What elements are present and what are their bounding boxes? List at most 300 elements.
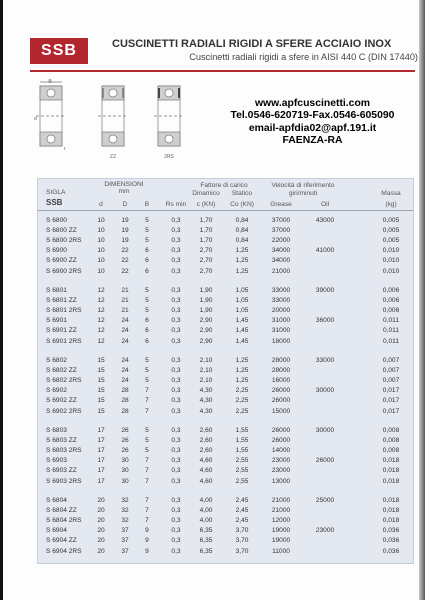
- cell-c: 1,70: [199, 227, 213, 235]
- cell-d: 12: [97, 317, 105, 325]
- cell-massa: 0,017: [382, 387, 400, 395]
- cell-d: 20: [97, 507, 105, 515]
- cell-d: 10: [97, 267, 105, 275]
- cell-co: 1,55: [235, 427, 249, 434]
- cell-rs-min: 0,3: [171, 507, 181, 515]
- cell-sigla: S 6902 ZZ: [46, 397, 77, 405]
- cell-co: 2,45: [235, 497, 249, 504]
- cell-rs-min: 0,3: [171, 387, 181, 395]
- cell-co: 1,45: [235, 317, 249, 325]
- cell-D: 32: [121, 497, 129, 504]
- table-row: [38, 316, 413, 326]
- cell-co: 3,70: [235, 527, 249, 535]
- cell-c: 1,70: [199, 237, 213, 245]
- cell-c: 2,90: [199, 327, 213, 335]
- cell-sigla: S 6804 2RS: [46, 517, 82, 525]
- cell-c: 2,10: [199, 357, 213, 364]
- table-row: [38, 446, 413, 456]
- cell-B: 6: [145, 337, 149, 345]
- cell-c: 2,70: [199, 257, 213, 265]
- cell-grease: 19000: [271, 537, 291, 545]
- cell-d: 10: [97, 237, 105, 245]
- cell-d: 17: [97, 427, 105, 434]
- cell-c: 4,30: [199, 407, 213, 415]
- cell-sigla: S 6903 ZZ: [46, 467, 77, 475]
- cell-rs-min: 0,3: [171, 307, 181, 315]
- cell-sigla: S 6903: [46, 457, 67, 465]
- cell-d: 12: [97, 297, 105, 305]
- cell-sigla: S 6801: [46, 287, 67, 294]
- cell-co: 0,84: [235, 227, 249, 235]
- cell-d: 17: [97, 447, 105, 455]
- cell-c: 4,00: [199, 517, 213, 525]
- cell-B: 5: [145, 377, 149, 385]
- cell-rs-min: 0,3: [171, 317, 181, 325]
- cell-B: 5: [145, 217, 149, 224]
- cell-d: 17: [97, 477, 105, 485]
- cell-B: 6: [145, 317, 149, 325]
- cell-rs-min: 0,3: [171, 257, 181, 265]
- cell-c: 4,30: [199, 397, 213, 405]
- cell-d: 12: [97, 307, 105, 315]
- cell-rs-min: 0,3: [171, 527, 181, 535]
- page-title: CUSCINETTI RADIALI RIGIDI A SFERE ACCIAIO INOX: [112, 38, 392, 50]
- cell-D: 32: [121, 517, 129, 525]
- cell-rs-min: 0,3: [171, 247, 181, 255]
- cell-sigla: S 6904 ZZ: [46, 537, 77, 545]
- header-kg: (kg): [385, 201, 397, 208]
- scan-edge-left: [0, 0, 3, 600]
- cell-co: 2,45: [235, 517, 249, 525]
- table-row: [38, 536, 413, 546]
- table-row: [38, 506, 413, 516]
- cell-c: 4,00: [199, 507, 213, 515]
- cell-B: 5: [145, 237, 149, 245]
- cell-rs-min: 0,3: [171, 397, 181, 405]
- table-row: [38, 477, 413, 487]
- cell-rs-min: 0,3: [171, 327, 181, 335]
- cell-oil: 30000: [315, 387, 335, 395]
- cell-grease: 11000: [272, 547, 290, 555]
- cell-sigla: S 6800 ZZ: [46, 227, 77, 235]
- cell-c: 2,90: [199, 337, 213, 345]
- cell-sigla: S 6900 ZZ: [46, 257, 77, 265]
- table-row: [38, 256, 413, 266]
- table-row: [38, 216, 413, 226]
- cell-D: 22: [121, 267, 129, 275]
- cell-D: 30: [121, 477, 129, 485]
- cell-rs-min: 0,3: [171, 477, 181, 485]
- header-sigla: SIGLA: [46, 189, 66, 196]
- cell-B: 7: [145, 397, 149, 405]
- cell-grease: 28000: [271, 367, 291, 375]
- cell-c: 4,00: [199, 497, 213, 504]
- contact-email[interactable]: email-apfdia02@apf.191.it: [248, 122, 377, 134]
- table-row: [38, 376, 413, 386]
- cell-grease: 18000: [271, 337, 291, 345]
- table-row: [38, 407, 413, 417]
- cell-grease: 31000: [271, 317, 291, 325]
- cell-sigla: S 6904: [46, 527, 67, 535]
- table-row: [38, 456, 413, 466]
- cell-c: 4,60: [199, 457, 213, 465]
- cell-rs-min: 0,3: [171, 357, 181, 364]
- cell-oil: 30000: [315, 427, 335, 434]
- cell-D: 24: [121, 317, 129, 325]
- cell-B: 5: [145, 227, 149, 235]
- cell-co: 1,05: [235, 287, 249, 294]
- cell-D: 22: [121, 257, 129, 265]
- cell-B: 9: [145, 547, 149, 555]
- table-row: [38, 226, 413, 236]
- table-row: [38, 286, 413, 296]
- cell-B: 6: [145, 327, 149, 335]
- cell-c: 6,35: [199, 547, 213, 555]
- cell-c: 2,70: [199, 247, 213, 255]
- cell-massa: 0,010: [382, 257, 400, 265]
- cell-sigla: S 6800: [46, 217, 67, 224]
- table-row: [38, 337, 413, 347]
- cell-grease: 23000: [271, 457, 291, 465]
- cell-massa: 0,007: [382, 377, 400, 385]
- cell-D: 26: [121, 437, 129, 445]
- cell-massa: 0,017: [382, 407, 400, 415]
- cell-B: 7: [145, 497, 149, 504]
- cell-B: 5: [145, 447, 149, 455]
- cell-D: 26: [121, 447, 129, 455]
- cell-c: 1,70: [199, 217, 213, 224]
- cell-D: 24: [121, 337, 129, 345]
- cell-B: 9: [145, 537, 149, 545]
- cell-grease: 12000: [271, 517, 291, 525]
- header-dinamico: Dinamico: [192, 190, 220, 197]
- table-row: [38, 436, 413, 446]
- cell-d: 12: [97, 327, 105, 335]
- cell-oil: 36000: [315, 317, 335, 325]
- table-row: [38, 396, 413, 406]
- cell-B: 6: [145, 247, 149, 255]
- cell-sigla: S 6901 2RS: [46, 337, 82, 345]
- cell-co: 2,25: [235, 397, 249, 405]
- table-row: [38, 246, 413, 256]
- cell-sigla: S 6901: [46, 317, 67, 325]
- cell-grease: 37000: [271, 227, 291, 235]
- cell-massa: 0,036: [382, 547, 400, 555]
- cell-oil: 23000: [315, 527, 335, 535]
- cell-co: 1,55: [235, 447, 249, 455]
- cell-d: 15: [97, 357, 105, 364]
- cell-c: 2,70: [199, 267, 213, 275]
- cell-oil: 41000: [315, 247, 335, 255]
- cell-c: 2,10: [199, 377, 213, 385]
- cell-sigla: S 6803 ZZ: [46, 437, 77, 445]
- cell-B: 5: [145, 287, 149, 294]
- cell-D: 21: [121, 307, 129, 315]
- cell-c: 6,35: [199, 537, 213, 545]
- cell-massa: 0,018: [382, 497, 400, 504]
- cell-d: 10: [97, 217, 105, 224]
- cell-c: 4,60: [199, 467, 213, 475]
- table-row: [38, 386, 413, 396]
- table-row: [38, 516, 413, 526]
- cell-grease: 34000: [271, 257, 291, 265]
- cell-rs-min: 0,3: [171, 297, 181, 305]
- cell-grease: 20000: [271, 307, 291, 315]
- cell-massa: 0,018: [382, 457, 400, 465]
- cell-grease: 21000: [271, 267, 291, 275]
- header-giri: giri/minuti: [288, 190, 318, 197]
- cell-massa: 0,006: [382, 297, 400, 305]
- header-oil: Oil: [320, 201, 330, 208]
- header-massa: Massa: [381, 190, 401, 197]
- cell-sigla: S 6902: [46, 387, 67, 395]
- cell-c: 4,30: [199, 387, 213, 395]
- cell-d: 15: [97, 387, 105, 395]
- cell-rs-min: 0,3: [171, 217, 181, 224]
- cell-sigla: S 6902 2RS: [46, 407, 82, 415]
- cell-co: 0,84: [235, 217, 249, 224]
- header-ssb: SSB: [46, 198, 63, 207]
- cell-massa: 0,006: [382, 287, 400, 294]
- cell-grease: 15000: [271, 407, 291, 415]
- header-mm: mm: [118, 188, 130, 195]
- cell-c: 1,90: [199, 297, 213, 305]
- cell-c: 2,60: [199, 437, 213, 445]
- cell-grease: 26000: [271, 387, 291, 395]
- cell-sigla: S 6803 2RS: [46, 447, 82, 455]
- cell-B: 7: [145, 387, 149, 395]
- cell-rs-min: 0,3: [171, 407, 181, 415]
- cell-co: 1,45: [235, 337, 249, 345]
- bearing-drawing-open: [36, 82, 66, 146]
- cell-d: 10: [97, 257, 105, 265]
- cell-B: 7: [145, 407, 149, 415]
- cell-D: 21: [121, 297, 129, 305]
- cell-co: 2,25: [235, 387, 249, 395]
- cell-D: 28: [121, 387, 129, 395]
- header-c-kn: c (KN): [196, 201, 216, 208]
- cell-B: 7: [145, 517, 149, 525]
- cell-c: 2,60: [199, 427, 213, 434]
- cell-co: 1,25: [235, 257, 249, 265]
- cell-c: 2,10: [199, 367, 213, 375]
- header-rs-min: Rs min: [165, 201, 187, 208]
- cell-D: 24: [121, 327, 129, 335]
- cell-c: 4,60: [199, 477, 213, 485]
- cell-rs-min: 0,3: [171, 517, 181, 525]
- cell-massa: 0,011: [382, 317, 399, 325]
- cell-D: 21: [121, 287, 129, 294]
- cell-co: 1,25: [235, 247, 249, 255]
- cell-d: 20: [97, 547, 105, 555]
- cell-co: 3,70: [235, 547, 249, 555]
- cell-co: 2,55: [235, 467, 249, 475]
- table-row: [38, 466, 413, 476]
- cell-massa: 0,018: [382, 507, 400, 515]
- cell-oil: 26000: [315, 457, 335, 465]
- cell-sigla: S 6801 ZZ: [46, 297, 77, 305]
- drawing-label-2rs: 2RS: [164, 154, 174, 160]
- cell-d: 20: [97, 497, 105, 504]
- cell-d: 20: [97, 537, 105, 545]
- cell-d: 12: [97, 287, 105, 294]
- cell-grease: 34000: [271, 247, 291, 255]
- cell-grease: 26000: [271, 427, 291, 434]
- cell-massa: 0,036: [382, 527, 400, 535]
- cell-rs-min: 0,3: [171, 287, 181, 294]
- cell-sigla: S 6900: [46, 247, 67, 255]
- cell-massa: 0,010: [382, 247, 400, 255]
- cell-massa: 0,018: [382, 517, 400, 525]
- cell-sigla: S 6803: [46, 427, 67, 434]
- cell-rs-min: 0,3: [171, 227, 181, 235]
- cell-c: 2,90: [199, 317, 213, 325]
- cell-oil: 43000: [315, 217, 335, 224]
- cell-rs-min: 0,3: [171, 437, 181, 445]
- page-subtitle: Cuscinetti radiali rigidi a sfere in AISI 440 C (DIN 17440): [189, 52, 418, 62]
- cell-B: 7: [145, 467, 149, 475]
- bearing-drawing-zz: [98, 86, 128, 146]
- cell-rs-min: 0,3: [171, 267, 181, 275]
- cell-grease: 28000: [271, 357, 291, 364]
- cell-D: 24: [121, 367, 129, 375]
- header-B: B: [144, 201, 150, 208]
- cell-D: 30: [121, 467, 129, 475]
- cell-sigla: S 6900 2RS: [46, 267, 82, 275]
- header-velocita: Velocità di riferimento: [271, 182, 335, 189]
- cell-massa: 0,010: [382, 267, 400, 275]
- title-rule: [30, 70, 415, 72]
- contact-city: FAENZA-RA: [282, 135, 343, 147]
- cell-rs-min: 0,3: [171, 447, 181, 455]
- cell-d: 17: [97, 467, 105, 475]
- cell-d: 20: [97, 517, 105, 525]
- cell-co: 0,84: [235, 237, 249, 245]
- cell-oil: 25000: [315, 497, 335, 504]
- header-d: d: [99, 201, 103, 208]
- cell-rs-min: 0,3: [171, 537, 181, 545]
- cell-rs-min: 0,3: [171, 497, 181, 504]
- cell-massa: 0,017: [382, 397, 400, 405]
- cell-d: 10: [97, 247, 105, 255]
- cell-rs-min: 0,3: [171, 547, 181, 555]
- dim-b-label: B: [48, 79, 52, 85]
- cell-B: 7: [145, 477, 149, 485]
- cell-grease: 21000: [271, 507, 291, 515]
- table-row: [38, 526, 413, 536]
- cell-D: 26: [121, 427, 129, 434]
- cell-massa: 0,005: [382, 237, 400, 245]
- table-header: [38, 179, 413, 209]
- header-grease: Grease: [270, 201, 292, 208]
- cell-sigla: S 6904 2RS: [46, 547, 82, 555]
- cell-c: 6,35: [199, 527, 213, 535]
- cell-c: 2,60: [199, 447, 213, 455]
- cell-massa: 0,008: [382, 427, 400, 434]
- cell-grease: 23000: [271, 467, 291, 475]
- cell-sigla: S 6802 2RS: [46, 377, 82, 385]
- cell-massa: 0,008: [382, 437, 400, 445]
- cell-d: 17: [97, 437, 105, 445]
- cell-co: 1,55: [235, 437, 249, 445]
- cell-massa: 0,005: [382, 227, 400, 235]
- cell-B: 5: [145, 367, 149, 375]
- cell-massa: 0,007: [382, 367, 400, 375]
- cell-d: 10: [97, 227, 105, 235]
- cell-d: 20: [97, 527, 105, 535]
- cell-co: 1,45: [235, 327, 249, 335]
- cell-co: 1,25: [235, 367, 249, 375]
- cell-B: 5: [145, 427, 149, 434]
- table-row: [38, 236, 413, 246]
- cell-co: 1,25: [235, 267, 249, 275]
- cell-B: 6: [145, 267, 149, 275]
- cell-rs-min: 0,3: [171, 467, 181, 475]
- cell-co: 3,70: [235, 537, 249, 545]
- cell-rs-min: 0,3: [171, 237, 181, 245]
- table-row: [38, 326, 413, 336]
- cell-co: 1,25: [235, 377, 249, 385]
- table-row: [38, 366, 413, 376]
- cell-sigla: S 6804 ZZ: [46, 507, 77, 515]
- contact-website[interactable]: www.apfcuscinetti.com: [254, 98, 371, 109]
- cell-D: 30: [121, 457, 129, 465]
- cell-massa: 0,011: [382, 337, 399, 345]
- cell-rs-min: 0,3: [171, 337, 181, 345]
- cell-grease: 33000: [271, 297, 291, 305]
- cell-grease: 16000: [271, 377, 291, 385]
- cell-sigla: S 6901 ZZ: [46, 327, 77, 335]
- cell-B: 7: [145, 507, 149, 515]
- cell-d: 15: [97, 377, 105, 385]
- cell-D: 37: [121, 527, 129, 535]
- header-co-kn: Co (KN): [230, 201, 254, 208]
- cell-B: 5: [145, 357, 149, 364]
- cell-d: 17: [97, 457, 105, 465]
- header-statico: Statico: [231, 190, 253, 197]
- table-row: [38, 296, 413, 306]
- header-fattore: Fattore di carico: [200, 182, 248, 189]
- cell-co: 2,45: [235, 507, 249, 515]
- table-row: [38, 267, 413, 277]
- cell-grease: 21000: [271, 497, 291, 504]
- cell-d: 15: [97, 397, 105, 405]
- cell-grease: 33000: [271, 287, 291, 294]
- bearing-table: [37, 178, 414, 564]
- cell-massa: 0,018: [382, 467, 400, 475]
- table-row: [38, 426, 413, 436]
- cell-co: 1,05: [235, 297, 249, 305]
- table-row: [38, 496, 413, 506]
- header-D: D: [122, 201, 128, 208]
- cell-massa: 0,005: [382, 217, 400, 224]
- cell-rs-min: 0,3: [171, 427, 181, 434]
- cell-massa: 0,018: [382, 477, 400, 485]
- cell-sigla: S 6804: [46, 497, 67, 504]
- cell-D: 37: [121, 537, 129, 545]
- cell-D: 28: [121, 397, 129, 405]
- cell-co: 1,25: [235, 357, 249, 364]
- cell-grease: 37000: [271, 217, 291, 224]
- cell-grease: 26000: [271, 437, 291, 445]
- brand-logo: SSB: [30, 38, 88, 64]
- cell-grease: 31000: [271, 327, 291, 335]
- cell-D: 22: [121, 247, 129, 255]
- cell-co: 2,55: [235, 477, 249, 485]
- cell-rs-min: 0,3: [171, 377, 181, 385]
- cell-B: 5: [145, 307, 149, 315]
- contact-phone: Tel.0546-620719-Fax.0546-605090: [230, 110, 395, 122]
